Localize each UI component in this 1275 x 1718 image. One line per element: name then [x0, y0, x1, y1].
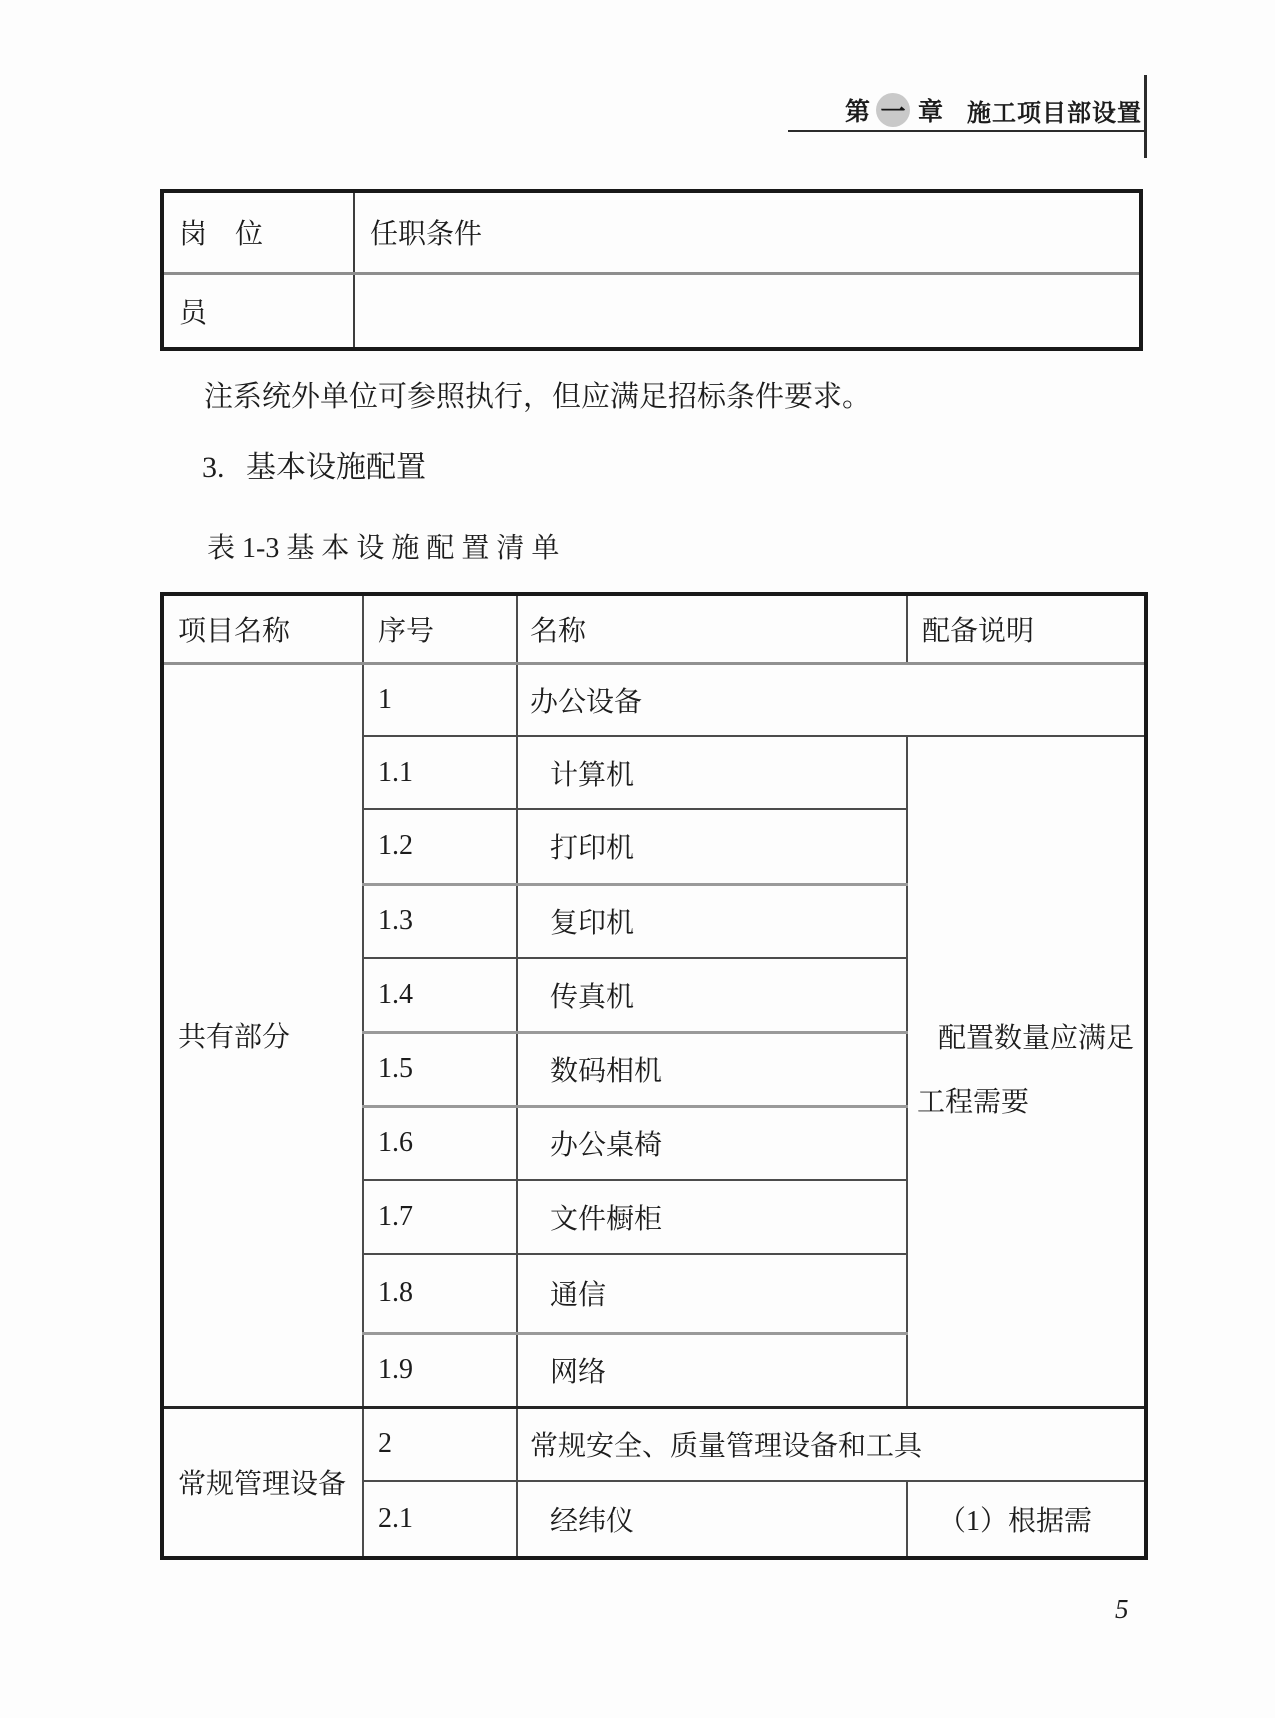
chapter-header [845, 87, 1142, 133]
section-heading: 3. 基本设施配置 [202, 451, 426, 484]
remark-line: 工程需要 [917, 1087, 1030, 1119]
name-cell: 文件橱柜 [517, 1180, 907, 1254]
facilities-table [160, 592, 1148, 1560]
no-cell: 2.1 [363, 1481, 517, 1558]
name-cell: 经纬仪 [517, 1481, 907, 1558]
requirements-col-header: 任职条件 [354, 191, 1141, 273]
no-cell: 1 [363, 663, 517, 736]
no-cell: 1.1 [363, 736, 517, 809]
no-cell: 1.9 [363, 1333, 517, 1407]
no-cell: 1.3 [363, 884, 517, 958]
remark-cell: （1）根据需 [907, 1481, 1146, 1558]
requirements-cell [354, 273, 1141, 349]
name-cell: 办公设备 [517, 663, 1146, 736]
table-row [162, 1407, 1146, 1481]
table-row [162, 191, 1141, 273]
remark-line: 配置数量应满足 [938, 1023, 1135, 1055]
table-caption: 表 1-3 基 本 设 施 配 置 清 单 [207, 533, 560, 564]
col-header-name: 名称 [517, 594, 907, 663]
name-cell: 传真机 [517, 958, 907, 1032]
name-cell: 复印机 [517, 884, 907, 958]
no-cell: 1.4 [363, 958, 517, 1032]
no-cell: 2 [363, 1407, 517, 1481]
no-cell: 1.6 [363, 1106, 517, 1180]
page-number: 5 [1115, 1594, 1129, 1624]
no-cell: 1.7 [363, 1180, 517, 1254]
col-header-project: 项目名称 [162, 594, 363, 663]
table-header-row [162, 594, 1146, 663]
no-cell: 1.2 [363, 809, 517, 884]
group-cell-regular: 常规管理设备 [162, 1407, 363, 1558]
name-cell: 办公桌椅 [517, 1106, 907, 1180]
chapter-number-badge [876, 93, 910, 127]
name-cell: 计算机 [517, 736, 907, 809]
name-cell: 打印机 [517, 809, 907, 884]
name-cell: 通信 [517, 1254, 907, 1333]
table-row [162, 663, 1146, 736]
position-col-header: 岗 位 [162, 191, 354, 273]
chapter-number: 一 [880, 99, 906, 126]
col-header-remark: 配备说明 [907, 594, 1146, 663]
chapter-name: 施工项目部设置 [967, 100, 1143, 127]
group-cell-shared: 共有部分 [162, 663, 363, 1407]
table-row [162, 273, 1141, 349]
name-cell: 常规安全、质量管理设备和工具 [517, 1407, 1146, 1481]
header-underline [788, 130, 1146, 132]
remark-cell-shared [907, 736, 1146, 1407]
chapter-word: 章 [918, 99, 944, 126]
no-cell: 1.5 [363, 1032, 517, 1106]
position-requirements-table [160, 189, 1143, 351]
chapter-prefix: 第 [845, 99, 871, 126]
name-cell: 网络 [517, 1333, 907, 1407]
no-cell: 1.8 [363, 1254, 517, 1333]
name-cell: 数码相机 [517, 1032, 907, 1106]
col-header-no: 序号 [363, 594, 517, 663]
position-cell: 员 [162, 273, 354, 349]
header-vertical-line [1144, 75, 1147, 158]
note-text: 注系统外单位可参照执行，但应满足招标条件要求。 [204, 381, 872, 413]
